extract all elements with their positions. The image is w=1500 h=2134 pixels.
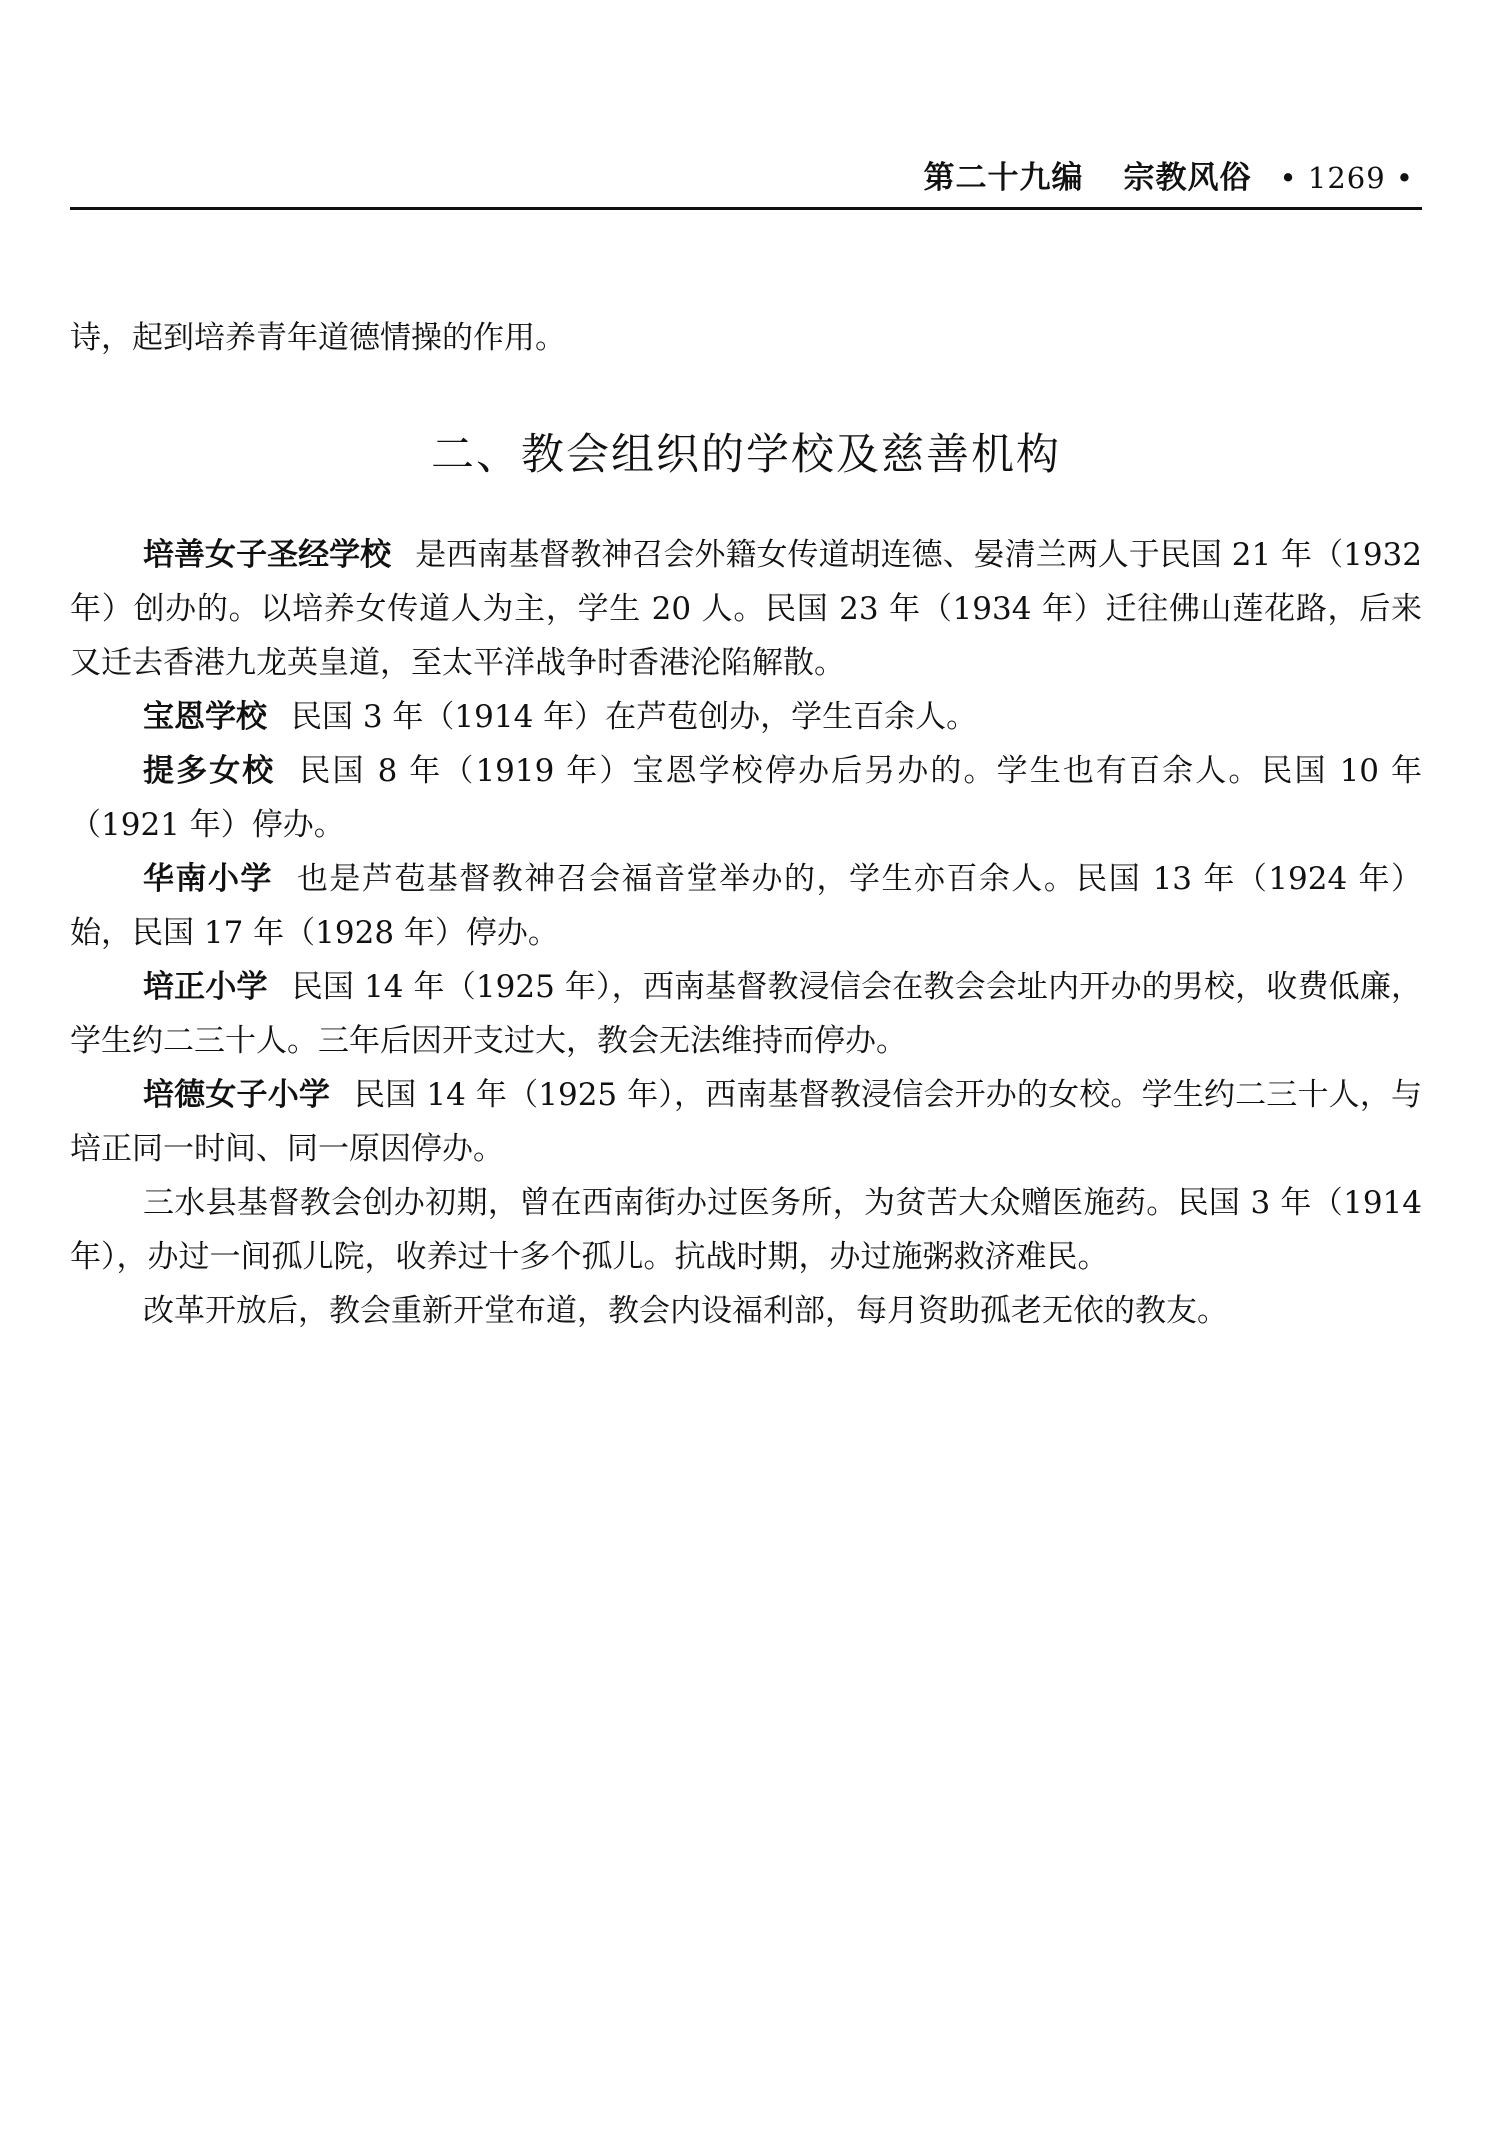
entry-paragraph bbox=[70, 690, 1422, 744]
entry-paragraph bbox=[70, 528, 1422, 690]
entry-text: 民国 3 年（1914 年）在芦苞创办，学生百余人。 bbox=[291, 699, 978, 735]
entry-text: 民国 8 年（1919 年）宝恩学校停办后另办的。学生也有百余人。民国 10 年（1921 年）停办。 bbox=[70, 753, 1422, 843]
entry-paragraph bbox=[70, 744, 1422, 852]
intro-line: 诗，起到培养青年道德情操的作用。 bbox=[70, 320, 566, 356]
entry-paragraph bbox=[70, 852, 1422, 960]
entry-text: 民国 14 年（1925 年），西南基督教浸信会开办的女校。学生约二三十人，与培正同一时间、同一原因停办。 bbox=[70, 1077, 1422, 1167]
body-paragraph: 改革开放后，教会重新开堂布道，教会内设福利部，每月资助孤老无依的教友。 bbox=[143, 1293, 1228, 1329]
entry-term: 宝恩学校 bbox=[143, 699, 267, 735]
page-body bbox=[70, 311, 1422, 1338]
section-title: 二、教会组织的学校及慈善机构 bbox=[431, 430, 1061, 480]
header-rule bbox=[70, 207, 1422, 210]
entry-term: 培正小学 bbox=[143, 969, 268, 1005]
entry-term: 培善女子圣经学校 bbox=[143, 537, 392, 573]
entry-paragraph bbox=[70, 1068, 1422, 1176]
entry-term: 提多女校 bbox=[143, 753, 276, 789]
entry-term: 华南小学 bbox=[143, 861, 273, 897]
header-part: 第二十九编 bbox=[923, 160, 1084, 196]
header-title: 宗教风俗 bbox=[1123, 160, 1252, 196]
entry-text: 民国 14 年（1925 年），西南基督教浸信会在教会会址内开办的男校，收费低廉，学生约二三十人。三年后因开支过大，教会无法维持而停办。 bbox=[70, 969, 1423, 1059]
body-paragraph: 三水县基督教会创办初期，曾在西南街办过医务所，为贫苦大众赠医施药。民国 3 年（1914 年），办过一间孤儿院，收养过十多个孤儿。抗战时期，办过施粥救济难民。 bbox=[70, 1185, 1422, 1275]
entry-text: 是西南基督教神召会外籍女传道胡连德、晏清兰两人于民国 21 年（1932 年）创办的。以培养女传道人为主，学生 20 人。民国 23 年（1934 年）迁往佛山莲花路，后来又迁去香港九龙英皇道，至太平洋战争时香港沦陷解散。 bbox=[70, 537, 1422, 681]
running-header bbox=[924, 152, 1414, 197]
entry-paragraph bbox=[70, 960, 1422, 1068]
entry-text: 也是芦苞基督教神召会福音堂举办的，学生亦百余人。民国 13 年（1924 年）始，民国 17 年（1928 年）停办。 bbox=[70, 861, 1422, 951]
entry-term: 培德女子小学 bbox=[143, 1077, 331, 1113]
page-number: • 1269 • bbox=[1279, 161, 1414, 195]
